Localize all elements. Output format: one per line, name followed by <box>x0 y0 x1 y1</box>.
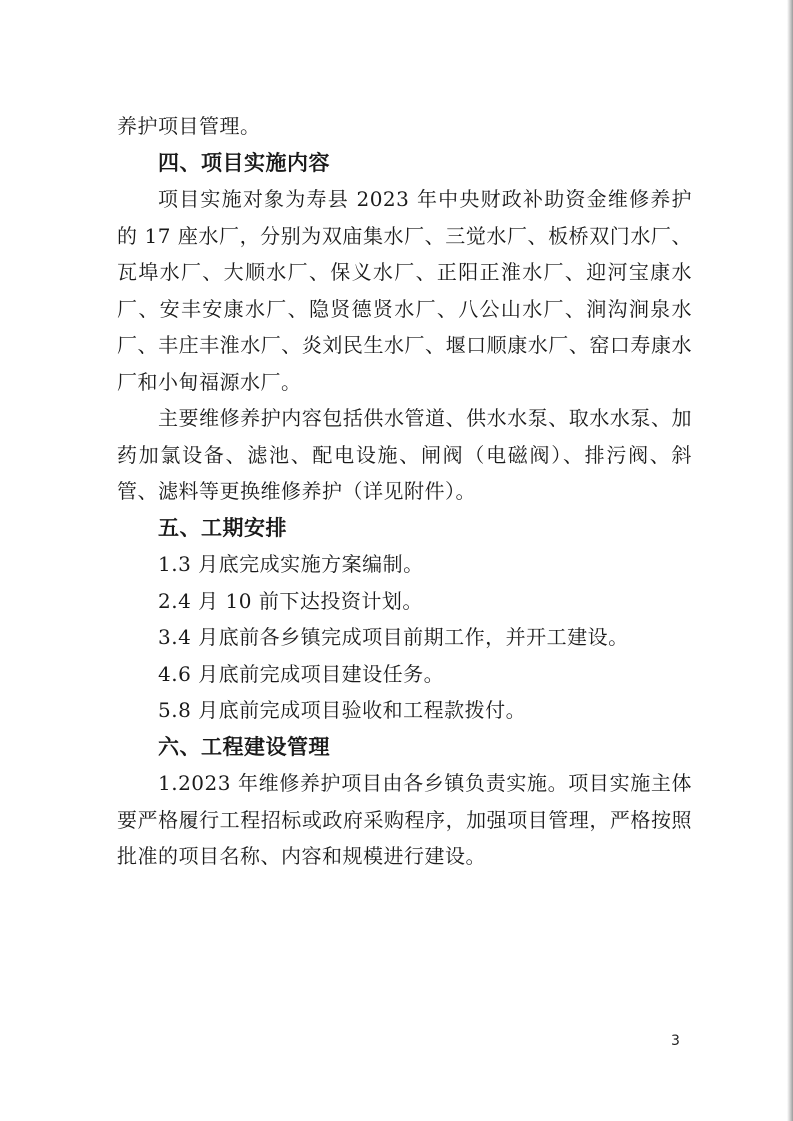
schedule-item-4: 4.6 月底前完成项目建设任务。 <box>158 661 445 686</box>
paragraph-maintenance-content: 主要维修养护内容包括供水管道、供水水泵、取水水泵、加药加氯设备、滤池、配电设施、闸阀（电磁阀）、排污阀、斜管、滤料等更换维修养护（详见附件）。 <box>117 406 692 503</box>
schedule-item-2: 2.4 月 10 前下达投资计划。 <box>158 588 423 613</box>
schedule-item-3: 3.4 月底前各乡镇完成项目前期工作，并开工建设。 <box>158 625 629 649</box>
section-heading-5: 五、工期安排 <box>158 515 287 540</box>
paragraph-construction-management: 1.2023 年维修养护项目由各乡镇负责实施。项目实施主体要严格履行工程招标或政府采购程序，加强项目管理，严格按照批准的项目名称、内容和规模进行建设。 <box>117 771 692 868</box>
scan-edge-shadow <box>787 0 793 1121</box>
page-number: 3 <box>671 1033 680 1049</box>
section-heading-4: 四、项目实施内容 <box>158 150 330 175</box>
schedule-item-5: 5.8 月底前完成项目验收和工程款拨付。 <box>158 698 527 722</box>
section-heading-6: 六、工程建设管理 <box>158 734 330 759</box>
document-body <box>117 108 692 875</box>
schedule-item-1: 1.3 月底完成实施方案编制。 <box>158 552 424 576</box>
paragraph-continuation: 养护项目管理。 <box>117 114 261 138</box>
paragraph-implementation-targets: 项目实施对象为寿县 2023 年中央财政补助资金维修养护的 17 座水厂，分别为双庙集水厂、三觉水厂、板桥双门水厂、瓦埠水厂、大顺水厂、保义水厂、正阳正淮水厂、迎河宝康水厂、安丰安康水厂、隐贤德贤水厂、八公山水厂、涧沟涧泉水厂、丰庄丰淮水厂、炎刘民生水厂、堰口顺康水厂、窑口寿康水厂和小甸福源水厂。 <box>117 187 692 394</box>
